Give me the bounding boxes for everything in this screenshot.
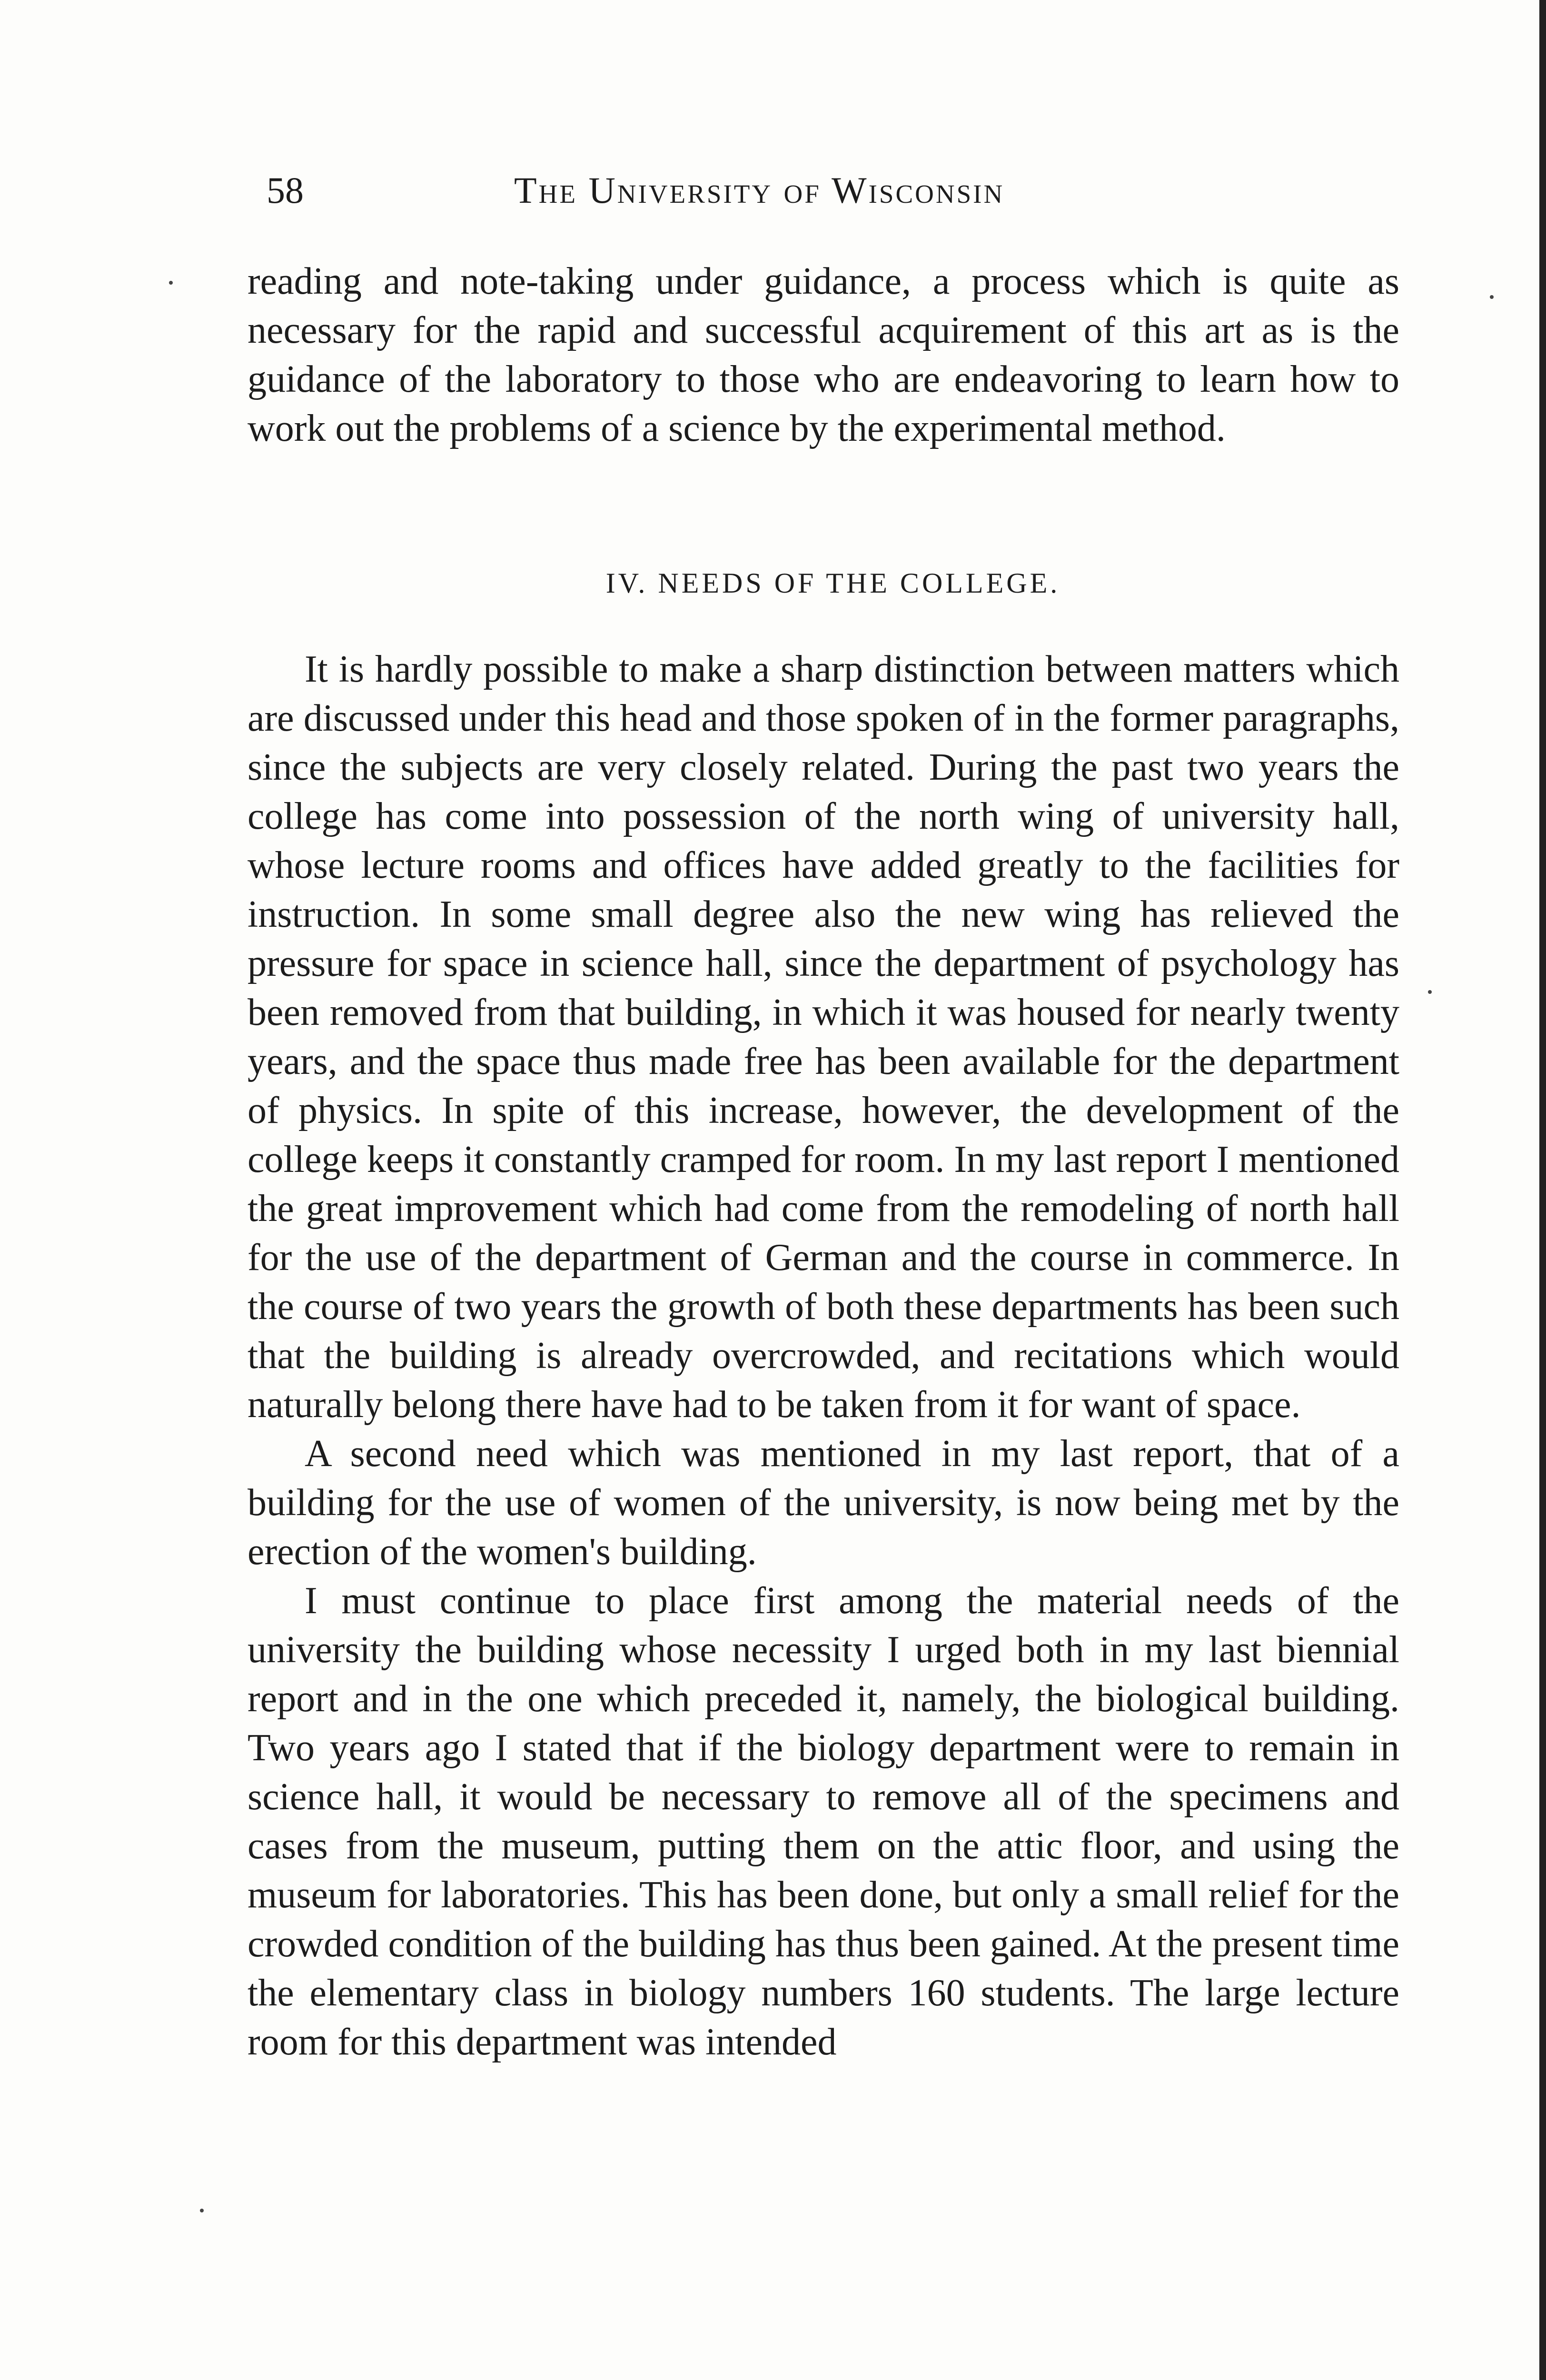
section-body (248, 645, 1399, 2067)
scan-speck (1428, 990, 1432, 994)
scan-border-right (1539, 0, 1546, 2380)
body-paragraph: I must continue to place first among the material needs of the university the building whose necessity I urged both in my last biennial report and in the one which preceded it, namely, the biological building. Two years ago I stated that if the biology department were to remain in science hall, it would be necessary to remove all of the specimens and cases from the museum, putting them on the attic floor, and using the museum for laboratories. This has been done, but only a small relief for the crowded condition of the building has thus been gained. At the present time the elementary class in biology numbers 160 students. The large lecture room for this department was intended (248, 1580, 1399, 2063)
running-title: The University of Wisconsin (514, 169, 1005, 211)
opening-paragraph: reading and note-taking under guidance, a process which is quite as necessary for the rapid and successful acquirement of this art as is the guidance of the laboratory to those who are endeavoring to learn how to work out the problems of a science by the experimental method. (248, 260, 1399, 449)
body-paragraph: A second need which was mentioned in my last report, that of a building for the use of women of the university, is now being met by the erection of the women's building. (248, 1433, 1399, 1573)
section-heading: IV. NEEDS OF THE COLLEGE. (605, 567, 1060, 599)
scan-speck (1490, 295, 1494, 299)
scan-speck (200, 2209, 204, 2212)
opening-text-block (248, 257, 1399, 453)
body-paragraph: It is hardly possible to make a sharp distinction between matters which are discussed under this head and those spoken of in the former paragraphs, since the subjects are very closely related. During the past two years the college has come into possession of the north wing of university hall, whose lecture rooms and offices have added greatly to the facilities for instruction. In some small degree also the new wing has relieved the pressure for space in science hall, since the department of psychology has been removed from that building, in which it was housed for nearly twenty years, and the space thus made free has been available for the department of physics. In spite of this increase, however, the development of the college keeps it constantly cramped for room. In my last report I mentioned the great improvement which had come from the remodeling of north hall for the use of the department of German and the course in commerce. In the course of two years the growth of both these departments has been such that the building is already overcrowded, and recitations which would naturally belong there have had to be taken from it for want of space. (248, 648, 1399, 1426)
page-number: 58 (267, 169, 304, 211)
scan-speck (169, 281, 173, 285)
running-head (267, 164, 1409, 217)
